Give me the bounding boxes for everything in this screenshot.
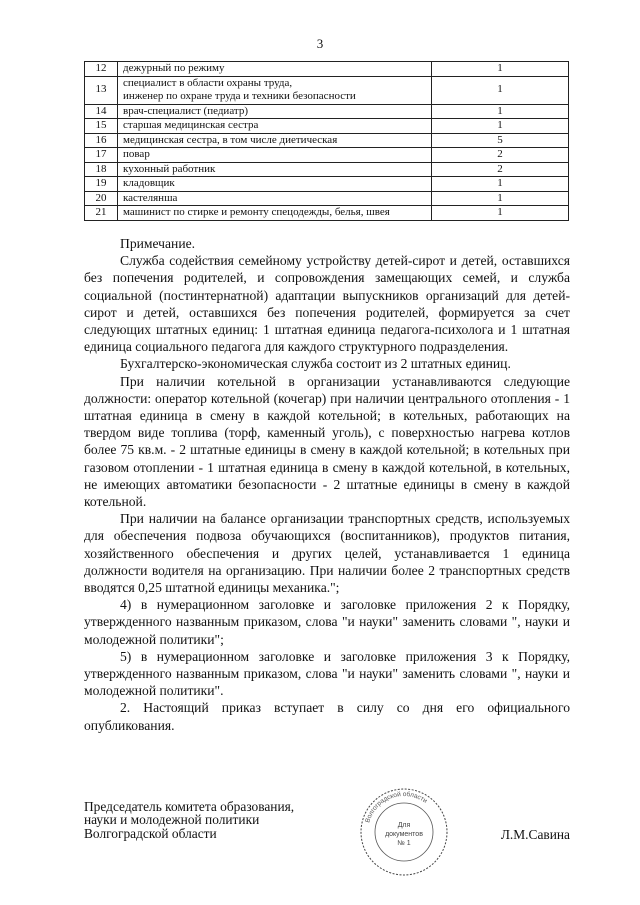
position-name — [118, 148, 432, 163]
position-name — [118, 76, 432, 104]
position-count: 1 — [432, 177, 569, 192]
paragraph: При наличии на балансе организации транспортных средств, используемых для обеспечения подвоза обучающихся (воспитанников), продуктов питания, хозяйственного обеспечения и других целей, устанавливается 1 единица должности водителя на организацию. При наличии более 2 транспортных средств вводятся 0,25 штатной единицы механика."; — [84, 511, 570, 596]
stamp-center-line: № 1 — [397, 840, 411, 847]
stamp-center-line: Для — [397, 822, 411, 829]
position-line: кухонный работник — [123, 162, 216, 175]
position-line: старшая медицинская сестра — [123, 119, 259, 131]
row-number: 18 — [85, 162, 118, 177]
table-row — [85, 191, 569, 206]
signatory-position-line: Председатель комитета образования, — [84, 799, 295, 814]
official-stamp — [356, 788, 452, 876]
table-row — [85, 177, 569, 192]
paragraph: Служба содействия семейному устройству детей-сирот и детей, оставшихся без попечения родителей, и сопровождения замещающих семей, и служба социальной (постинтернатной) адаптации выпускников организаций для детей-сирот и детей, оставшихся без попечения родителей, формируется за счет следующих штатных единиц: 1 штатная единица педагога-психолога и 1 штатная единица социального педагога для каждого структурного подразделения. — [84, 253, 570, 355]
position-line: специалист в области охраны труда, — [123, 76, 293, 89]
position-line: повар — [123, 148, 150, 160]
row-number: 21 — [85, 206, 118, 221]
page-number: 3 — [316, 36, 324, 51]
position-name — [118, 62, 432, 77]
paragraph: При наличии котельной в организации устанавливаются следующие должности: оператор котельной (кочегар) при наличии центрального отопления - 1 штатная единица в смену в каждой котельной; в котельных, работающих на твердом виде топлива (торф, каменный уголь), с поверхностью нагрева котлов более 75 кв.м. - 2 штатные единицы в смену в каждой котельной; в котельных при газовом отоплении - 1 штатная единица в смену в каждой котельной, в котельных, не имеющих автоматики безопасности - 2 штатные единицы в смену в каждой котельной. — [84, 373, 570, 510]
paragraph: 5) в нумерационном заголовке и заголовке приложения 3 к Порядку, утвержденного названным приказом, слова "и науки" заменить словами ", науки и молодежной политики". — [84, 648, 570, 699]
stamp-center-line: документов — [385, 831, 423, 838]
table-row — [85, 76, 569, 104]
position-name — [118, 177, 432, 192]
row-number: 16 — [85, 133, 118, 148]
document-body — [84, 235, 570, 734]
row-number: 15 — [85, 119, 118, 134]
row-number: 14 — [85, 104, 118, 119]
position-count: 2 — [432, 148, 569, 163]
row-number: 17 — [85, 148, 118, 163]
staff-table — [84, 61, 569, 221]
position-count: 1 — [432, 206, 569, 221]
signatory-position-line: Волгоградской области — [84, 825, 217, 841]
position-count: 1 — [432, 62, 569, 77]
position-count: 1 — [432, 76, 569, 104]
position-count: 1 — [432, 191, 569, 206]
position-name — [118, 206, 432, 221]
position-line: врач-специалист (педиатр) — [123, 104, 249, 117]
position-name — [118, 162, 432, 177]
position-line: медицинская сестра, в том числе диетическая — [123, 133, 338, 146]
paragraph: Бухгалтерско-экономическая служба состоит из 2 штатных единиц. — [120, 356, 511, 372]
position-count: 1 — [432, 119, 569, 134]
table-row — [85, 62, 569, 77]
signatory-name: Л.М.Савина — [500, 827, 570, 842]
note-heading: Примечание. — [120, 236, 196, 251]
position-name — [118, 191, 432, 206]
position-line: инженер по охране труда и техники безопасности — [123, 90, 356, 102]
position-count: 1 — [432, 104, 569, 119]
paragraph: 4) в нумерационном заголовке и заголовке приложения 2 к Порядку, утвержденного названным приказом, слова "и науки" заменить словами ", науки и молодежной политики"; — [84, 597, 570, 647]
position-line: машинист по стирке и ремонту спецодежды, белья, швея — [123, 206, 390, 218]
position-line: дежурный по режиму — [123, 62, 225, 74]
row-number: 20 — [85, 191, 118, 206]
position-name — [118, 119, 432, 134]
signatory-position-line: науки и молодежной политики — [84, 812, 260, 828]
row-number: 12 — [85, 62, 118, 77]
position-line: кладовщик — [123, 177, 175, 189]
stamp-ring-text: Волгоградской области — [364, 790, 429, 824]
position-line: кастелянша — [123, 191, 178, 204]
paragraph: 2. Настоящий приказ вступает в силу со дня его официального опубликования. — [84, 700, 570, 733]
position-name — [118, 133, 432, 148]
table-row — [85, 133, 569, 148]
position-count: 5 — [432, 133, 569, 148]
row-number: 13 — [85, 76, 118, 104]
table-row — [85, 206, 569, 221]
position-name — [118, 104, 432, 119]
table-row — [85, 148, 569, 163]
table-row — [85, 104, 569, 119]
signatory-position — [84, 800, 294, 840]
table-row — [85, 162, 569, 177]
table-row — [85, 119, 569, 134]
signature-block — [84, 790, 570, 860]
row-number: 19 — [85, 177, 118, 192]
position-count: 2 — [432, 162, 569, 177]
